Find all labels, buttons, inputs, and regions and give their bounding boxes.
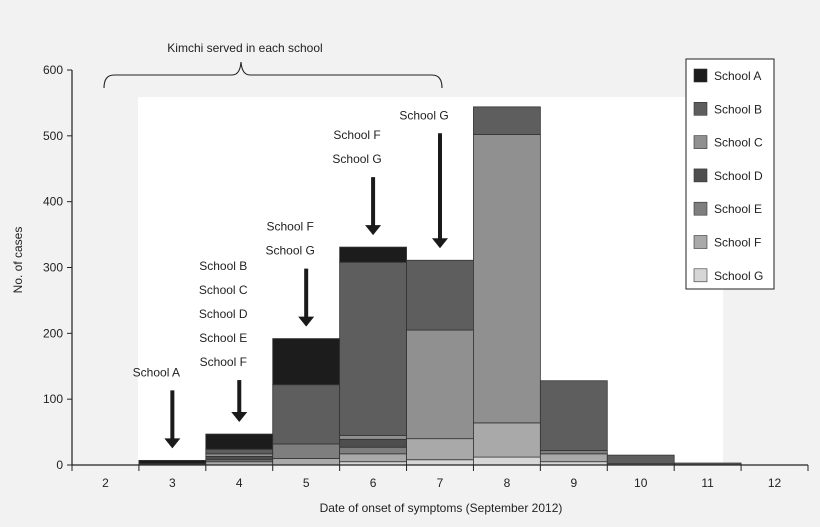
bar-school-d-6 (340, 439, 407, 447)
y-tick-label: 100 (42, 392, 63, 407)
y-tick-label: 300 (42, 260, 63, 275)
bar-school-e-6 (340, 447, 407, 454)
arrow-label-school-f: School F (199, 355, 247, 370)
x-axis-label: Date of onset of symptoms (September 2012) (319, 501, 563, 515)
x-tick-label: 12 (767, 476, 782, 490)
bar-school-c-7 (407, 330, 474, 439)
arrow-label-school-g: School G (265, 243, 315, 258)
bar-school-b-5 (273, 385, 340, 444)
legend-swatch-school-a (694, 69, 707, 82)
legend-label-school-f: School F (714, 235, 762, 250)
legend-swatch-school-b (694, 102, 707, 115)
bar-school-g-8 (473, 457, 540, 465)
y-axis-label: No. of cases (11, 226, 25, 294)
bar-school-f-5 (273, 458, 340, 465)
x-tick-label: 3 (169, 476, 176, 490)
y-tick-label: 0 (56, 458, 63, 472)
bar-school-f-7 (407, 439, 474, 460)
bar-school-a-5 (273, 339, 340, 385)
bar-school-c-8 (473, 135, 540, 423)
legend-swatch-school-c (694, 136, 707, 149)
y-tick-label: 200 (42, 326, 63, 341)
bar-school-b-8 (473, 107, 540, 135)
legend-label-school-c: School C (714, 135, 763, 150)
x-tick-label: 8 (503, 476, 511, 490)
bar-school-a-4 (206, 434, 273, 449)
x-tick-label: 5 (302, 476, 310, 490)
legend-swatch-school-d (694, 169, 707, 182)
brace-label: Kimchi served in each school (167, 41, 323, 55)
y-tick-label: 600 (42, 63, 63, 77)
bar-school-b-4 (206, 449, 273, 454)
bar-school-a-6 (340, 247, 407, 262)
arrow-label-school-g: School G (399, 108, 449, 123)
bar-school-f-6 (340, 454, 407, 462)
arrow-label-school-a: School A (132, 365, 181, 380)
arrow-label-school-b: School B (199, 259, 248, 274)
bar-school-b-7 (407, 260, 474, 330)
bar-school-c-6 (340, 435, 407, 439)
legend (686, 59, 774, 289)
arrow-label-school-f: School F (266, 219, 314, 234)
x-tick-label: 6 (369, 476, 377, 490)
bar-school-f-9 (540, 454, 607, 462)
arrow-label-school-e: School E (199, 331, 248, 346)
x-tick-label: 4 (235, 476, 243, 490)
x-tick-label: 11 (701, 476, 714, 490)
y-tick-label: 400 (42, 194, 63, 209)
legend-label-school-e: School E (714, 202, 763, 217)
x-tick-label: 9 (570, 476, 578, 490)
bar-school-f-8 (473, 423, 540, 457)
legend-label-school-a: School A (714, 69, 762, 83)
legend-label-school-b: School B (714, 102, 763, 117)
x-tick-label: 2 (102, 476, 109, 490)
bar-school-b-9 (540, 381, 607, 451)
bar-school-d-4 (206, 456, 273, 459)
x-tick-label: 10 (634, 476, 648, 490)
legend-swatch-school-e (694, 202, 707, 215)
kimchi-brace (104, 62, 442, 88)
x-tick-label: 7 (436, 476, 444, 490)
arrow-label-school-c: School C (198, 283, 248, 298)
legend-label-school-g: School G (714, 268, 764, 283)
legend-swatch-school-g (694, 269, 707, 282)
bar-school-e-9 (540, 451, 607, 454)
bar-school-b-10 (607, 455, 674, 464)
bar-school-a-3 (139, 460, 206, 463)
arrow-label-school-d: School D (198, 307, 248, 322)
arrow-label-school-f: School F (333, 128, 381, 143)
y-tick-label: 500 (42, 128, 63, 143)
legend-swatch-school-f (694, 236, 707, 249)
arrow-label-school-g: School G (332, 152, 382, 167)
bar-school-e-5 (273, 444, 340, 458)
bar-school-b-6 (340, 262, 407, 435)
legend-label-school-d: School D (714, 168, 763, 183)
bar-school-g-7 (407, 460, 474, 465)
